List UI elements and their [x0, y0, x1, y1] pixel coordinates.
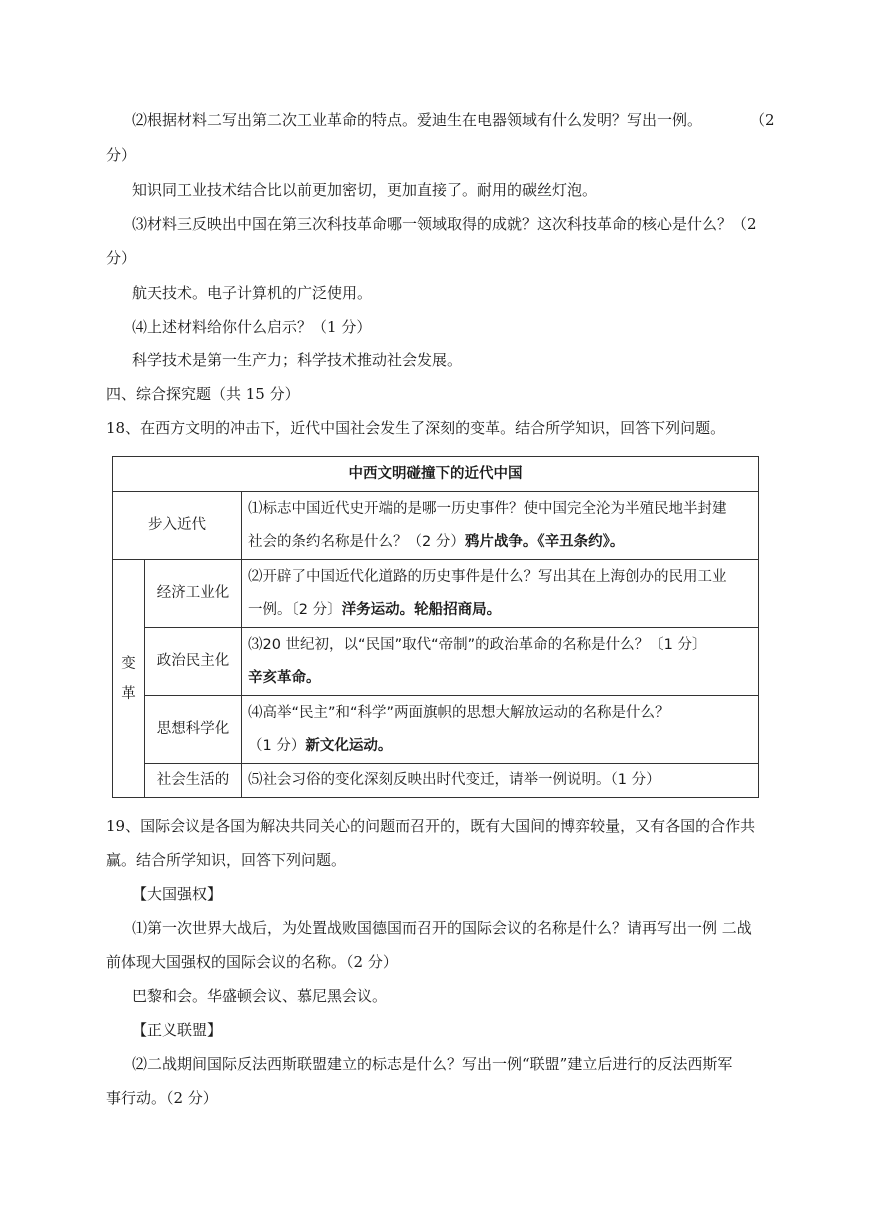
- row-cat-thought: 思想科学化: [145, 696, 242, 764]
- q17-part2-answer: 知识同工业技术结合比以前更加密切，更加直接了。耐用的碳丝灯泡。: [132, 181, 598, 199]
- row1-q-line1: ⑴标志中国近代史开端的是哪一历史事件？使中国完全沦为半殖民地半封建: [248, 500, 727, 517]
- row-cat-politics: 政治民主化: [145, 628, 242, 696]
- row-question-2: [242, 560, 759, 628]
- q17-part2-question: ⑵根据材料二写出第二次工业革命的特点。爱迪生在电器领域有什么发明？写出一例。: [132, 111, 703, 129]
- q19-stem-line2: 赢。结合所学知识，回答下列问题。: [106, 851, 347, 869]
- row2-q-line1: ⑵开辟了中国近代化道路的历史事件是什么？写出其在上海创办的民用工业: [248, 568, 727, 585]
- row1-q-line2: 社会的条约名称是什么？（2 分）: [248, 533, 465, 550]
- q19-part1-line1: ⑴第一次世界大战后，为处置战败国德国而召开的国际会议的名称是什么？请再写出一例 二战: [132, 919, 752, 937]
- group-char-2: 革: [121, 685, 136, 702]
- q18-stem: 18、在西方文明的冲击下，近代中国社会发生了深刻的变革。结合所学知识，回答下列问题。: [106, 419, 726, 437]
- q17-part2-score: （2: [750, 111, 775, 129]
- row3-answer: 辛亥革命。: [248, 669, 321, 686]
- q19-part2-line1: ⑵二战期间国际反法西斯联盟建立的标志是什么？写出一例“联盟”建立后进行的反法西斯军: [132, 1055, 733, 1073]
- section-four-heading: 四、综合探究题（共 15 分）: [106, 385, 300, 403]
- row4-answer: 新文化运动。: [305, 737, 393, 754]
- row4-q-line2: （1 分）: [248, 737, 306, 754]
- q19-part1-answer: 巴黎和会。华盛顿会议、慕尼黑会议。: [132, 987, 388, 1005]
- group-char-1: 变: [121, 655, 136, 672]
- q19-heading-alliance: 【正义联盟】: [132, 1021, 223, 1039]
- row2-q-line2: 一例。〔2 分〕: [248, 601, 342, 618]
- row-question-3: [242, 628, 759, 696]
- q19-part2-line2: 事行动。（2 分）: [106, 1089, 218, 1107]
- row-question-5: [242, 764, 759, 798]
- q19-stem-line1: 19、国际会议是各国为解决共同关心的问题而召开的，既有大国间的博弈较量，又有各国的合作共: [106, 817, 756, 835]
- row-cat-social: 社会生活的: [145, 764, 242, 798]
- q19-heading-power: 【大国强权】: [132, 885, 223, 903]
- table-title: 中西文明碰撞下的近代中国: [113, 457, 759, 492]
- q17-part3-answer: 航天技术。电子计算机的广泛使用。: [132, 284, 373, 302]
- row2-answer: 洋务运动。轮船招商局。: [341, 601, 502, 618]
- row-cat-economy: 经济工业化: [145, 560, 242, 628]
- q17-part4-answer: 科学技术是第一生产力；科学技术推动社会发展。: [132, 351, 463, 369]
- q19-part1-line2: 前体现大国强权的国际会议的名称。（2 分）: [106, 953, 398, 971]
- q17-part2-score-cont: 分）: [106, 146, 137, 164]
- q17-part3-score-cont: 分）: [106, 249, 137, 267]
- row-question-1: [242, 492, 759, 560]
- row5-q-line1: ⑸社会习俗的变化深刻反映出时代变迁，请举一例说明。（1 分）: [248, 772, 661, 788]
- q18-table: [112, 456, 759, 798]
- row4-q-line1: ⑷高举“民主”和“科学”两面旗帜的思想大解放运动的名称是什么？: [248, 704, 670, 721]
- group-reform-label: [113, 560, 145, 798]
- q17-part4-question: ⑷上述材料给你什么启示？（1 分）: [132, 318, 372, 336]
- row3-q-line1: ⑶20 世纪初，以“民国”取代“帝制”的政治革命的名称是什么？〔1 分〕: [248, 636, 707, 653]
- row1-answer: 鸦片战争。《辛丑条约》。: [464, 533, 625, 550]
- row-question-4: [242, 696, 759, 764]
- q17-part3-question: ⑶材料三反映出中国在第三次科技革命哪一领域取得的成就？这次科技革命的核心是什么？（2: [132, 215, 757, 233]
- row-cat-modern: 步入近代: [113, 492, 242, 560]
